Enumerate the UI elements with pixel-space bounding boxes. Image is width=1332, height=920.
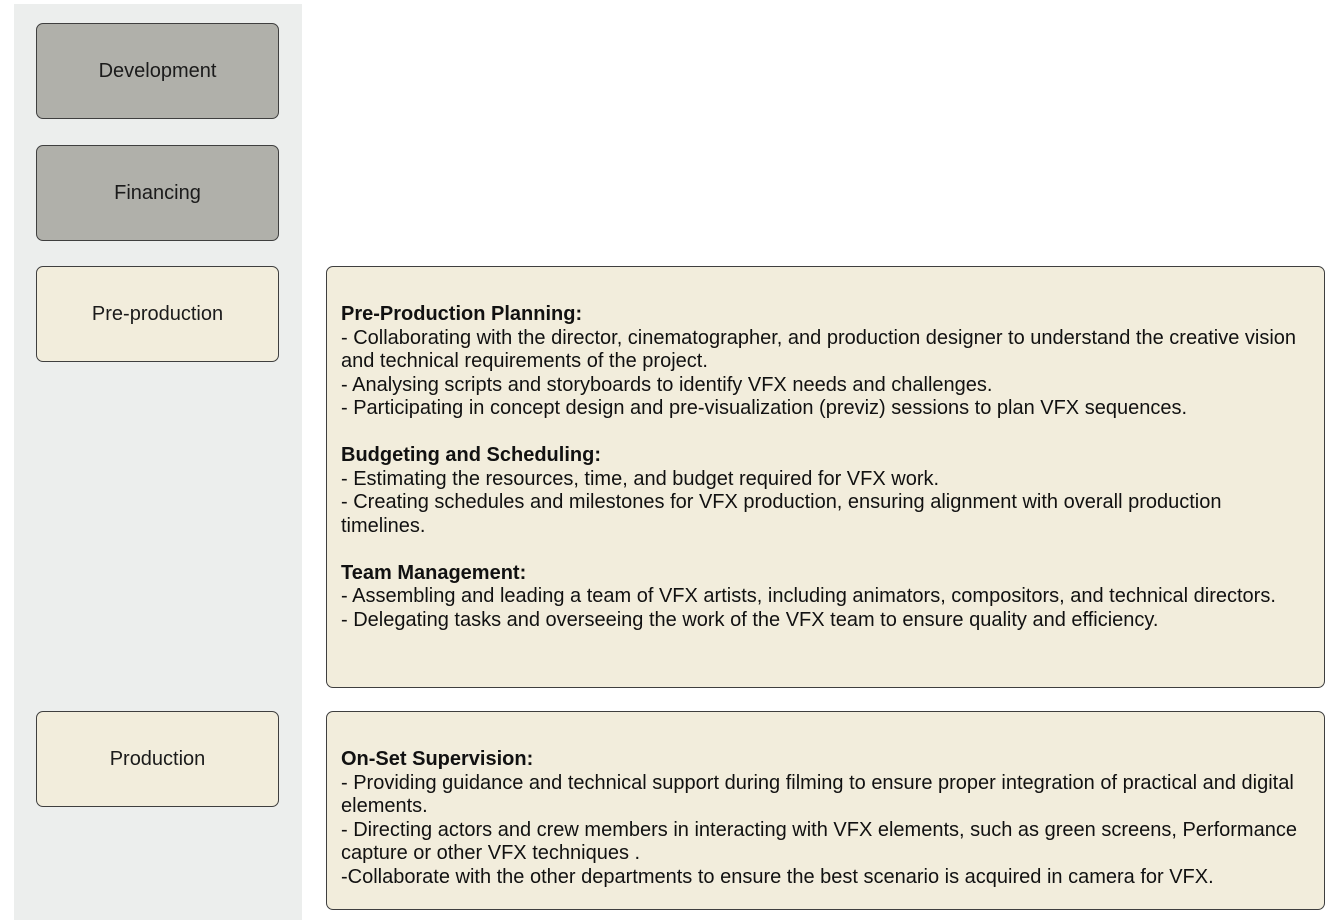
section-preproduction-planning	[341, 303, 1310, 421]
stage-production[interactable]	[36, 711, 279, 807]
list-item: - Providing guidance and technical support during filming to ensure proper integration of practical and digital elements.	[341, 771, 1294, 817]
stage-development[interactable]	[36, 23, 279, 119]
list-item: - Directing actors and crew members in interacting with VFX elements, such as green screens, Performance capture or other VFX techniques .	[341, 818, 1297, 864]
section-heading: Pre-Production Planning:	[341, 303, 583, 325]
list-item: - Assembling and leading a team of VFX artists, including animators, compositors, and technical directors.	[341, 585, 1276, 607]
stage-financing-label: Financing	[114, 181, 201, 204]
list-item: - Collaborating with the director, cinematographer, and production designer to understand the creative vision and technical requirements of the project.	[341, 326, 1297, 372]
stage-development-label: Development	[98, 59, 217, 82]
section-on-set-supervision	[341, 748, 1310, 889]
stage-preproduction-label: Pre-production	[91, 302, 224, 325]
preproduction-details-panel	[326, 266, 1325, 688]
section-team-management	[341, 562, 1310, 633]
list-item: - Participating in concept design and pre-visualization (previz) sessions to plan VFX sequences.	[341, 397, 1187, 419]
section-heading: Budgeting and Scheduling:	[341, 444, 601, 466]
section-heading: Team Management:	[341, 561, 527, 584]
section-budgeting-scheduling	[341, 444, 1310, 538]
section-heading: On-Set Supervision:	[341, 748, 534, 770]
list-item: -Collaborate with the other departments to ensure the best scenario is acquired in camera for VFX.	[341, 865, 1214, 888]
stage-preproduction[interactable]	[36, 266, 279, 362]
list-item: - Analysing scripts and storyboards to identify VFX needs and challenges.	[341, 373, 993, 396]
production-details-panel	[326, 711, 1325, 910]
list-item: - Creating schedules and milestones for VFX production, ensuring alignment with overall production timelines.	[341, 491, 1222, 537]
list-item: - Delegating tasks and overseeing the work of the VFX team to ensure quality and efficiency.	[341, 608, 1159, 631]
list-item: - Estimating the resources, time, and budget required for VFX work.	[341, 467, 940, 490]
stage-financing[interactable]	[36, 145, 279, 241]
stage-production-label: Production	[109, 747, 206, 770]
